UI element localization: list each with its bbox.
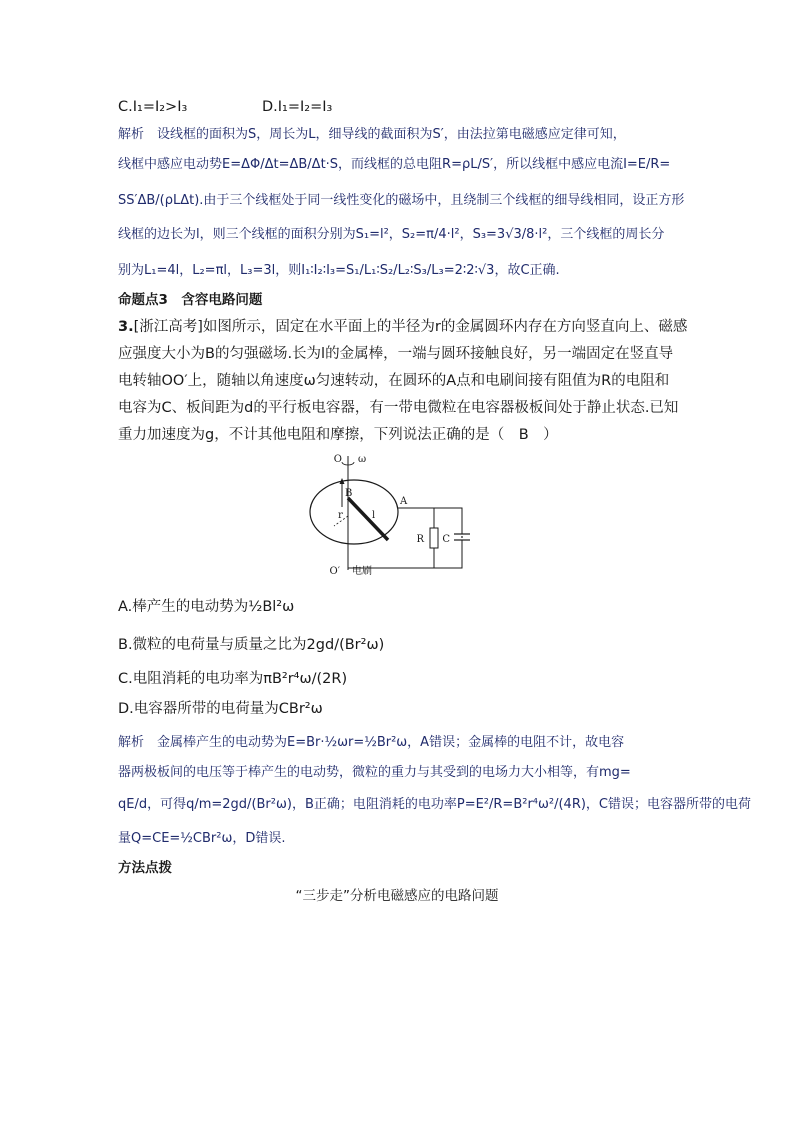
option-b: B.微粒的电荷量与质量之比为2gd/(Br²ω) (118, 637, 385, 653)
question-number: 3. (118, 319, 134, 335)
option-c: C.电阻消耗的电功率为πB²r⁴ω/(2R) (118, 671, 348, 687)
analysis3-line1: 解析 金属棒产生的电动势为E=Br·½ωr=½Br²ω，A错误；金属棒的电阻不计，故电容 (118, 735, 625, 750)
analysis3-line2: 器两极板间的电压等于棒产生的电动势，微粒的重力与其受到的电场力大小相等，有mg= (118, 765, 631, 780)
label-a: A (400, 496, 408, 507)
label-b: B (345, 488, 353, 499)
charged-particle (461, 536, 463, 538)
method-subtitle: “三步走”分析电磁感应的电路问题 (295, 888, 499, 904)
analysis3-line3: qE/d，可得q/m=2gd/(Br²ω)，B正确；电阻消耗的电功率P=E²/R=B²r⁴ω²/(4R)，C错误；电容器所带的电荷 (118, 797, 752, 812)
method-title: 方法点拨 (118, 860, 172, 876)
label-r: r (338, 510, 343, 521)
option-d: D.电容器所带的电荷量为CBr²ω (118, 701, 323, 717)
label-omega: ω (358, 454, 367, 465)
label-o: O (333, 454, 342, 465)
analysis2-line2: 线框中感应电动势E=ΔΦ/Δt=ΔB/Δt·S，而线框的总电阻R=ρL/S′，所以线框中感应电流I=E/R= (118, 157, 671, 172)
label-r-resistor: R (416, 534, 424, 545)
choice-d: D.I₁=I₂=I₃ (262, 99, 333, 115)
label-c: C (442, 534, 450, 545)
metal-rod (348, 498, 388, 540)
label-o-prime: O′ (329, 566, 340, 577)
resistor (430, 528, 438, 548)
question3-text1: [浙江高考]如图所示，固定在水平面上的半径为r的金属圆环内存在方向竖直向上、磁感 (133, 319, 688, 335)
analysis2-line3: SS′ΔB/(ρLΔt).由于三个线框处于同一线性变化的磁场中，且绕制三个线框的细导线相同，设正方形 (118, 193, 685, 208)
question3-line4: 电容为C、板间距为d的平行板电容器，有一带电微粒在电容器极板间处于静止状态.已知 (118, 400, 679, 416)
option-a: A.棒产生的电动势为½Bl²ω (118, 599, 295, 615)
section-title: 命题点3 含容电路问题 (118, 292, 263, 308)
analysis2-line5: 别为L₁=4l，L₂=πl，L₃=3l，则I₁∶I₂∶I₃=S₁/L₁∶S₂/L₂∶S₃/L₃=2∶2∶√3，故C正确. (118, 263, 560, 278)
label-brush: 电刷 (352, 566, 372, 577)
analysis2-line4: 线框的边长为l，则三个线框的面积分别为S₁=l²，S₂=π/4·l²，S₃=3√3/8·l²，三个线框的周长分 (118, 227, 665, 242)
question3-line3: 电转轴OO′上，随轴以角速度ω匀速转动，在圆环的A点和电刷间接有阻值为R的电阻和 (118, 373, 670, 389)
question3-line2: 应强度大小为B的匀强磁场.长为l的金属棒，一端与圆环接触良好，另一端固定在竖直导 (118, 346, 674, 362)
circuit-diagram (302, 452, 487, 577)
choice-c: C.I₁=I₂>I₃ (118, 99, 188, 115)
label-l: l (372, 510, 376, 521)
question3-line1 (118, 320, 687, 335)
analysis3-line4: 量Q=CE=½CBr²ω，D错误. (118, 831, 286, 846)
question3-line5: 重力加速度为g，不计其他电阻和摩擦，下列说法正确的是（ B ） (118, 427, 558, 443)
analysis2-line1: 解析 设线框的面积为S，周长为L，细导线的截面积为S′，由法拉第电磁感应定律可知， (118, 127, 626, 142)
